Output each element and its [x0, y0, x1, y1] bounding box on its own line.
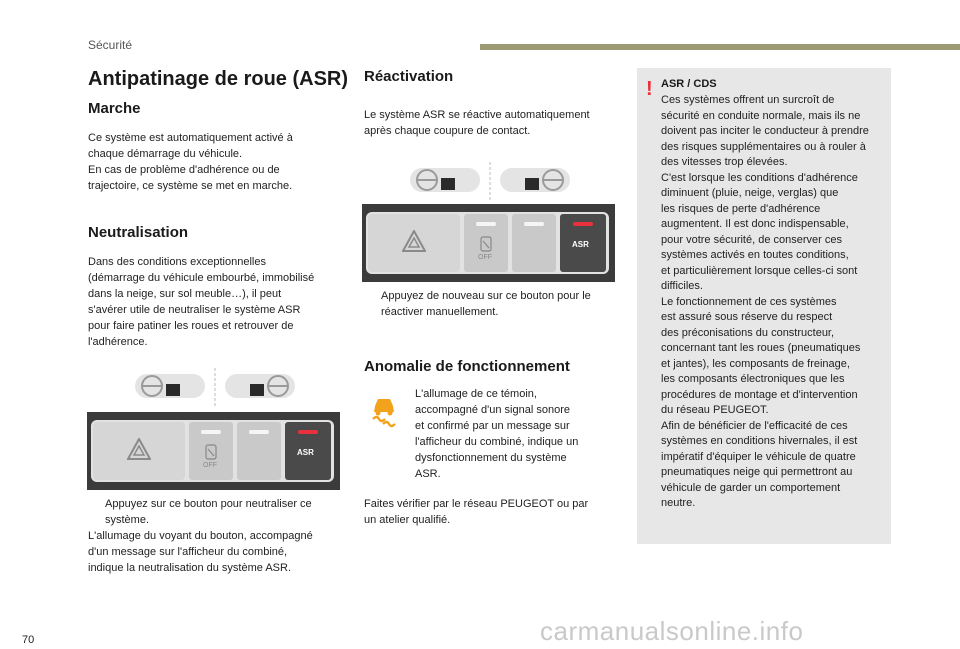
asr-off-button[interactable] — [189, 422, 233, 480]
warning-icon: ! — [646, 78, 653, 100]
neutralisation-bullet — [88, 496, 344, 530]
heading-neutralisation: Neutralisation — [88, 224, 189, 241]
blank-button — [237, 422, 281, 480]
heading-marche: Marche — [88, 100, 141, 117]
marche-text: Ce système est automatiquement activé à chaque démarrage du véhicule. En cas de problème d'adhérence ou de trajectoire, ce système se met en marche. — [88, 132, 293, 192]
asr-button-2[interactable] — [560, 214, 606, 272]
note-text: Ces systèmes offrent un surcroît de sécurité en conduite normale, mais ils ne doivent pas inciter le conducteur à prendre des risques supplémentaires ou à rouler à des vitesses trop élevées. C'est lorsque les conditions d'adhérence diminuent (pluie, neige, verglas) que les risques de perte d'adhérence augmentent. Il est donc indispensable, pour votre sécurité, de conserver ces systèmes activés en toutes conditions, et particulièrement lorsque celles-ci sont difficiles. Le fonctionnement de ces systèmes est assuré sous réserve du respect des préconisations du constructeur, concernant tant les roues (pneumatiques et jantes), les composants de freinage, les composants électroniques que les procédures de montage et d'intervention du réseau PEUGEOT. Afin de bénéficier de l'efficacité de ces systèmes en conditions hivernales, il est impératif d'équiper le véhicule de quatre pneumatiques neige qui permettront au véhicule de garder un comportement neutre. — [661, 94, 869, 509]
steering-wheel-illustration-2 — [405, 160, 575, 202]
hazard-triangle-icon — [127, 438, 151, 460]
neutralisation-bullet-text: Appuyez sur ce bouton pour neutraliser ce système. — [105, 498, 312, 526]
reactivation-bullet-text: Appuyez de nouveau sur ce bouton pour le réactiver manuellement. — [381, 290, 591, 318]
warning-note-box — [637, 68, 891, 544]
steering-wheel-illustration — [130, 366, 300, 408]
anomalie-icon-text: L'allumage de ce témoin, accompagné d'un signal sonore et confirmé par un message sur l'afficheur du combiné, indique un dysfonctionnement du système ASR. — [415, 388, 579, 480]
hazard-button — [93, 422, 185, 480]
skid-warning-icon — [366, 392, 402, 428]
heading-anomalie: Anomalie de fonctionnement — [364, 358, 570, 375]
hazard-triangle-icon — [402, 230, 426, 252]
reactivation-bullet — [364, 288, 620, 322]
hazard-button-2 — [368, 214, 460, 272]
off-label: OFF — [203, 462, 217, 469]
heading-reactivation: Réactivation — [364, 68, 454, 85]
asr-indicator-led — [298, 430, 318, 434]
reactivation-text: Le système ASR se réactive automatiquement après chaque coupure de contact. — [364, 109, 590, 137]
asr-indicator-led — [573, 222, 593, 226]
header-bar — [480, 44, 960, 50]
asr-control-panel-2 — [362, 204, 615, 282]
asr-off-button-2[interactable] — [464, 214, 508, 272]
traction-off-icon — [480, 236, 492, 252]
page-number: 70 — [22, 634, 35, 646]
traction-off-icon — [205, 444, 217, 460]
asr-button[interactable] — [285, 422, 331, 480]
page-title: Antipatinage de roue (ASR) — [88, 68, 349, 90]
neutralisation-text: Dans des conditions exceptionnelles (démarrage du véhicule embourbé, immobilisé dans la neige, sur sol meuble…), il peut s'avérer utile de neutraliser le système ASR pour faire patiner les roues et retrouver de l'adhérence. — [88, 256, 315, 348]
section-label: Sécurité — [88, 38, 133, 52]
neutralisation-after-text: L'allumage du voyant du bouton, accompagné d'un message sur l'afficheur du combiné, indique la neutralisation du système ASR. — [88, 530, 313, 574]
asr-control-panel — [87, 412, 340, 490]
asr-label: ASR — [297, 448, 314, 457]
off-label: OFF — [478, 254, 492, 261]
asr-label: ASR — [572, 240, 589, 249]
watermark: carmanualsonline.info — [540, 616, 804, 646]
anomalie-after-text: Faites vérifier par le réseau PEUGEOT ou par un atelier qualifié. — [364, 498, 589, 526]
note-title: ASR / CDS — [661, 78, 717, 90]
blank-button-2 — [512, 214, 556, 272]
